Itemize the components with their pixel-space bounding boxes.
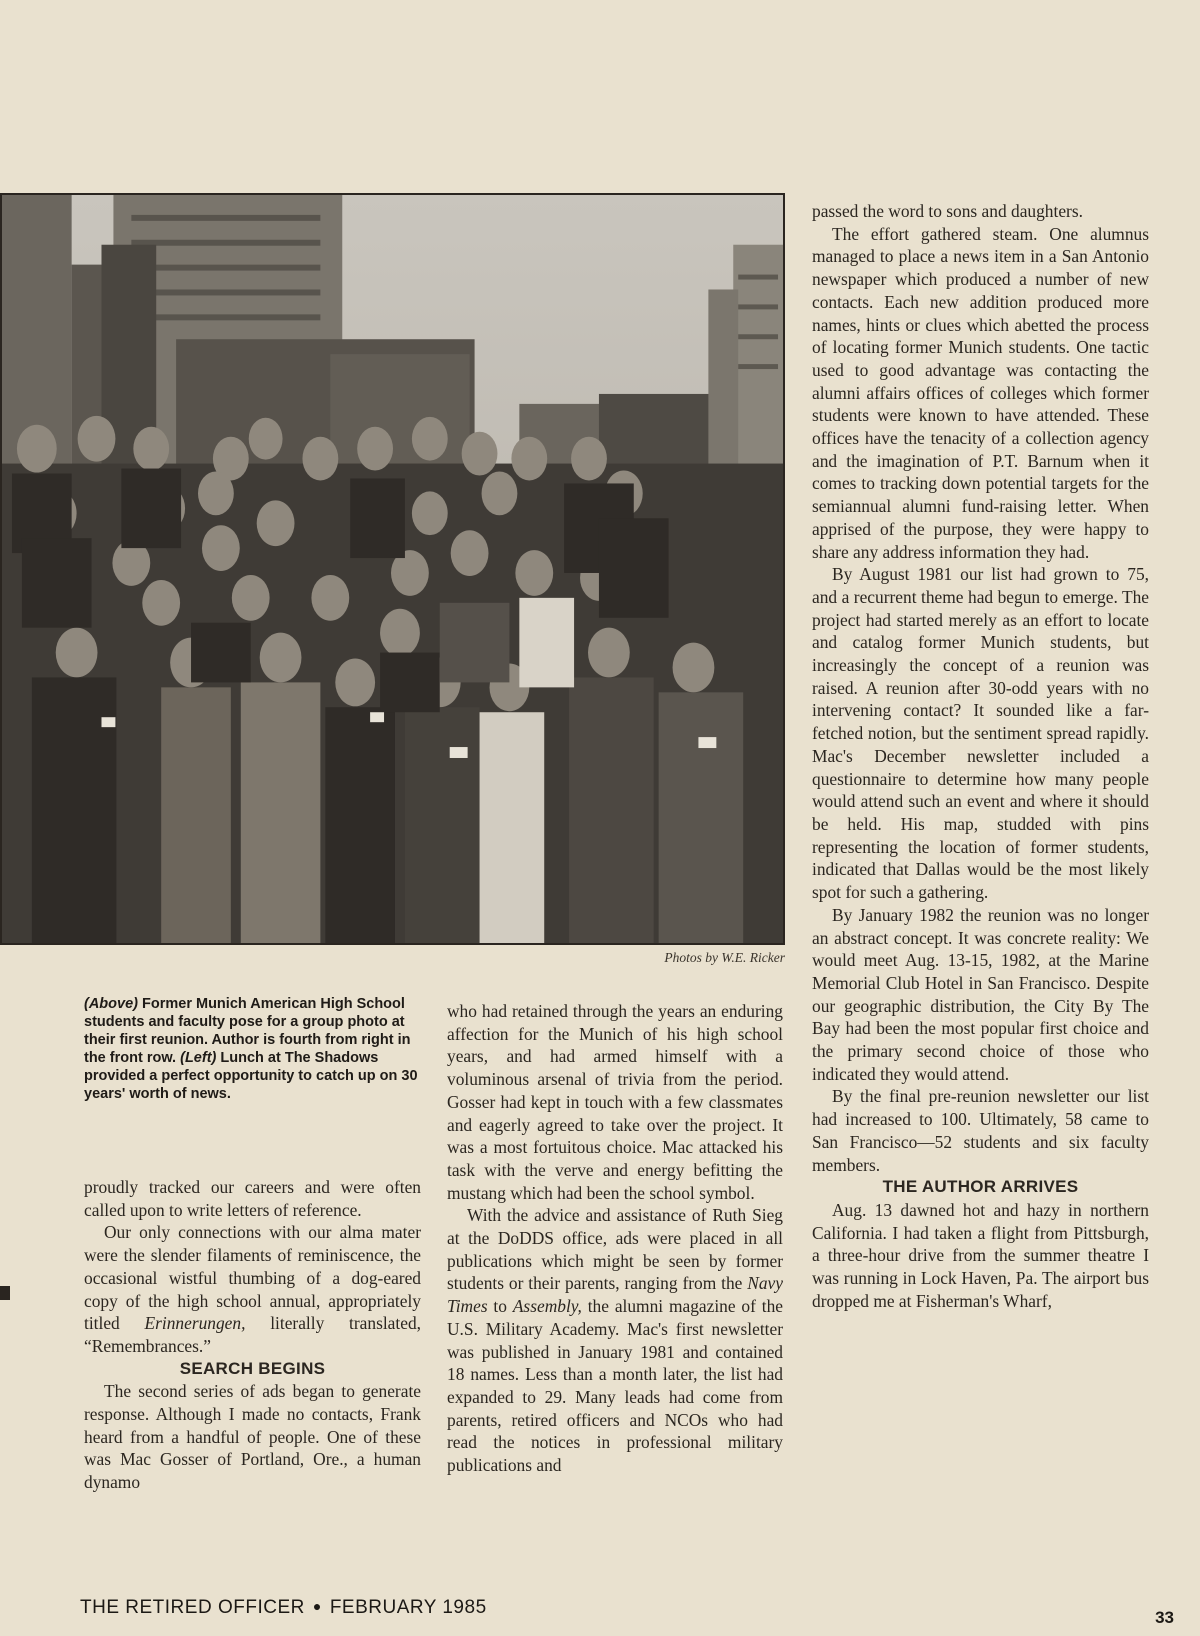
publication-title: Navy Times (447, 1273, 783, 1317)
paragraph: By January 1982 the reunion was no longer an abstract concept. It was concrete reality: We would meet Aug. 13-15, 1982, at the Marine Memorial Club Hotel in San Francisco. Despite our geographic distribution, the City By The Bay had been the most popular first choice and the primary second choice of those who indicated they would attend. (812, 904, 1149, 1084)
photo-caption (84, 995, 421, 1103)
paragraph (84, 1221, 421, 1357)
group-photo (0, 193, 785, 945)
publication-name: THE RETIRED OFFICER (80, 1597, 305, 1618)
text-run: With the advice and assistance of Ruth Sieg at the DoDDS office, ads were placed in all publications which might be seen by former students or their parents, ranging from the (447, 1205, 783, 1294)
page-footer (80, 1597, 487, 1619)
caption-above-label: (Above) (84, 996, 138, 1012)
paragraph: who had retained through the years an enduring affection for the Munich of his high school years, and had armed himself with a voluminous arsenal of trivia from the period. Gosser had kept in touch with a few classmates and eagerly agreed to take over the project. It was a most fortuitous choice. Mac attacked his task with the verve and energy befitting the mustang which had been the school symbol. (447, 1001, 783, 1203)
paragraph: The second series of ads began to generate response. Although I made no contacts, Frank heard from a handful of people. One of these was Mac Gosser of Portland, Ore., a human dynamo (84, 1381, 421, 1493)
paragraph: passed the word to sons and daughters. (812, 201, 1083, 221)
article-column-1 (84, 1176, 421, 1494)
text-run: to (487, 1296, 513, 1317)
paragraph: By August 1981 our list had grown to 75, and a recurrent theme had begun to emerge. The project had started merely as an effort to locate and catalog former Munich students, but increasingly the concept of a reunion was raised. A reunion after 30-odd years with no intervening contact? It sounded like a far-fetched notion, but the sentiment spread rapidly. Mac's December newsletter included a questionnaire to determine how many people would attend such an event and where it should be held. His map, studded with pins representing the location of former students, indicated that Dallas would be the most likely spot for such a gathering. (812, 564, 1149, 903)
paragraph (447, 1204, 783, 1476)
page-number: 33 (1155, 1608, 1174, 1627)
text-run: the alumni magazine of the U.S. Military Academy. Mac's first newsletter was published in January 1981 and contained 18 names. Less than a month later, the list had expanded to 29. Many leads had come from parents, retired officers and NCOs who had read the notices in professional military publications and (447, 1296, 783, 1476)
book-title: Erinnerungen, (144, 1313, 246, 1334)
caption-left-label: (Left) (180, 1050, 217, 1066)
group-photo-illustration (2, 195, 783, 943)
page-edge-mark (0, 1286, 10, 1300)
text-run: Our only connections with our alma mater were the slender filaments of reminiscence, the occasional wistful thumbing of a dog-eared copy of the high school annual, appropriately titled (84, 1222, 421, 1334)
paragraph: By the final pre-reunion newsletter our list had increased to 100. Ultimately, 58 came to San Francisco—52 students and six faculty members. (812, 1086, 1149, 1175)
bullet-icon: ● (312, 1598, 322, 1614)
caption-left-text: Lunch at The Shadows provided a perfect opportunity to catch up on 30 years' worth of news. (84, 1050, 418, 1102)
photo-credit: Photos by W.E. Ricker (664, 950, 785, 965)
article-column-2 (447, 1000, 783, 1477)
article-column-3 (812, 200, 1149, 1312)
publication-title: Assembly, (512, 1296, 582, 1317)
subheading-author-arrives: THE AUTHOR ARRIVES (882, 1177, 1079, 1197)
paragraph: The effort gathered steam. One alumnus managed to place a news item in a San Antonio newspaper which produced a number of new contacts. Each new addition produced more names, hints or clues which abetted the process of locating former Munich students. One tactic used to good advantage was contacting the alumni affairs offices of colleges which former students were known to have attended. These offices have the tenacity of a collection agency and the imagination of P.T. Barnum when it comes to tracking down potential targets for the semiannual alumni fund-raising letter. When apprised of the purpose, they were happy to share any address information they had. (812, 223, 1149, 562)
paragraph: Aug. 13 dawned hot and hazy in northern California. I had taken a flight from Pittsburgh, a three-hour drive from the summer theatre I was running in Lock Haven, Pa. The airport bus dropped me at Fisherman's Wharf, (812, 1199, 1149, 1311)
paragraph: proudly tracked our careers and were often called upon to write letters of reference. (84, 1177, 421, 1220)
issue-date: FEBRUARY 1985 (329, 1597, 487, 1618)
caption-above-text: Former Munich American High School students and faculty pose for a group photo at their first reunion. Author is fourth from right in the front row. (84, 996, 411, 1066)
subheading-search-begins: SEARCH BEGINS (179, 1358, 326, 1378)
text-run: literally translated, “Remembrances.” (84, 1313, 421, 1356)
